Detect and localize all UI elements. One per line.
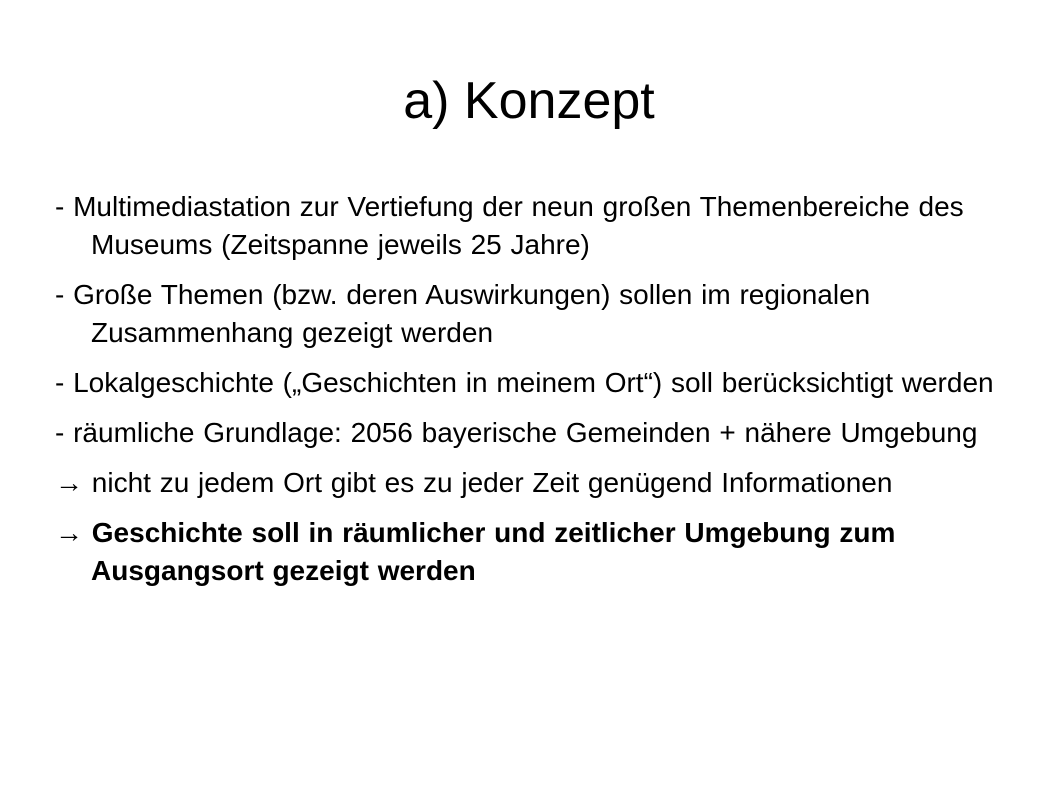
slide-title: a) Konzept — [403, 72, 655, 130]
bullet-grosse-themen: - Große Themen (bzw. deren Auswirkungen) sollen im regionalen Zusammenhang gezeigt werden — [55, 279, 871, 348]
bullet-multimediastation: - Multimediastation zur Vertiefung der neun großen Themenbereiche des Museums (Zeitspanne jeweils 25 Jahre) — [55, 191, 964, 260]
bullet-geschichte-umgebung: → Geschichte soll in räumlicher und zeitlicher Umgebung zum Ausgangsort gezeigt werden — [55, 517, 896, 586]
bullet-nicht-zu-jedem-ort: → nicht zu jedem Ort gibt es zu jeder Zeit genügend Informationen — [55, 467, 893, 498]
bullet-list — [55, 188, 1015, 590]
bullet-raeumliche-grundlage: - räumliche Grundlage: 2056 bayerische Gemeinden + nähere Umgebung — [55, 417, 978, 448]
bullet-lokalgeschichte: - Lokalgeschichte („Geschichten in meinem Ort“) soll berücksichtigt werden — [55, 367, 994, 398]
